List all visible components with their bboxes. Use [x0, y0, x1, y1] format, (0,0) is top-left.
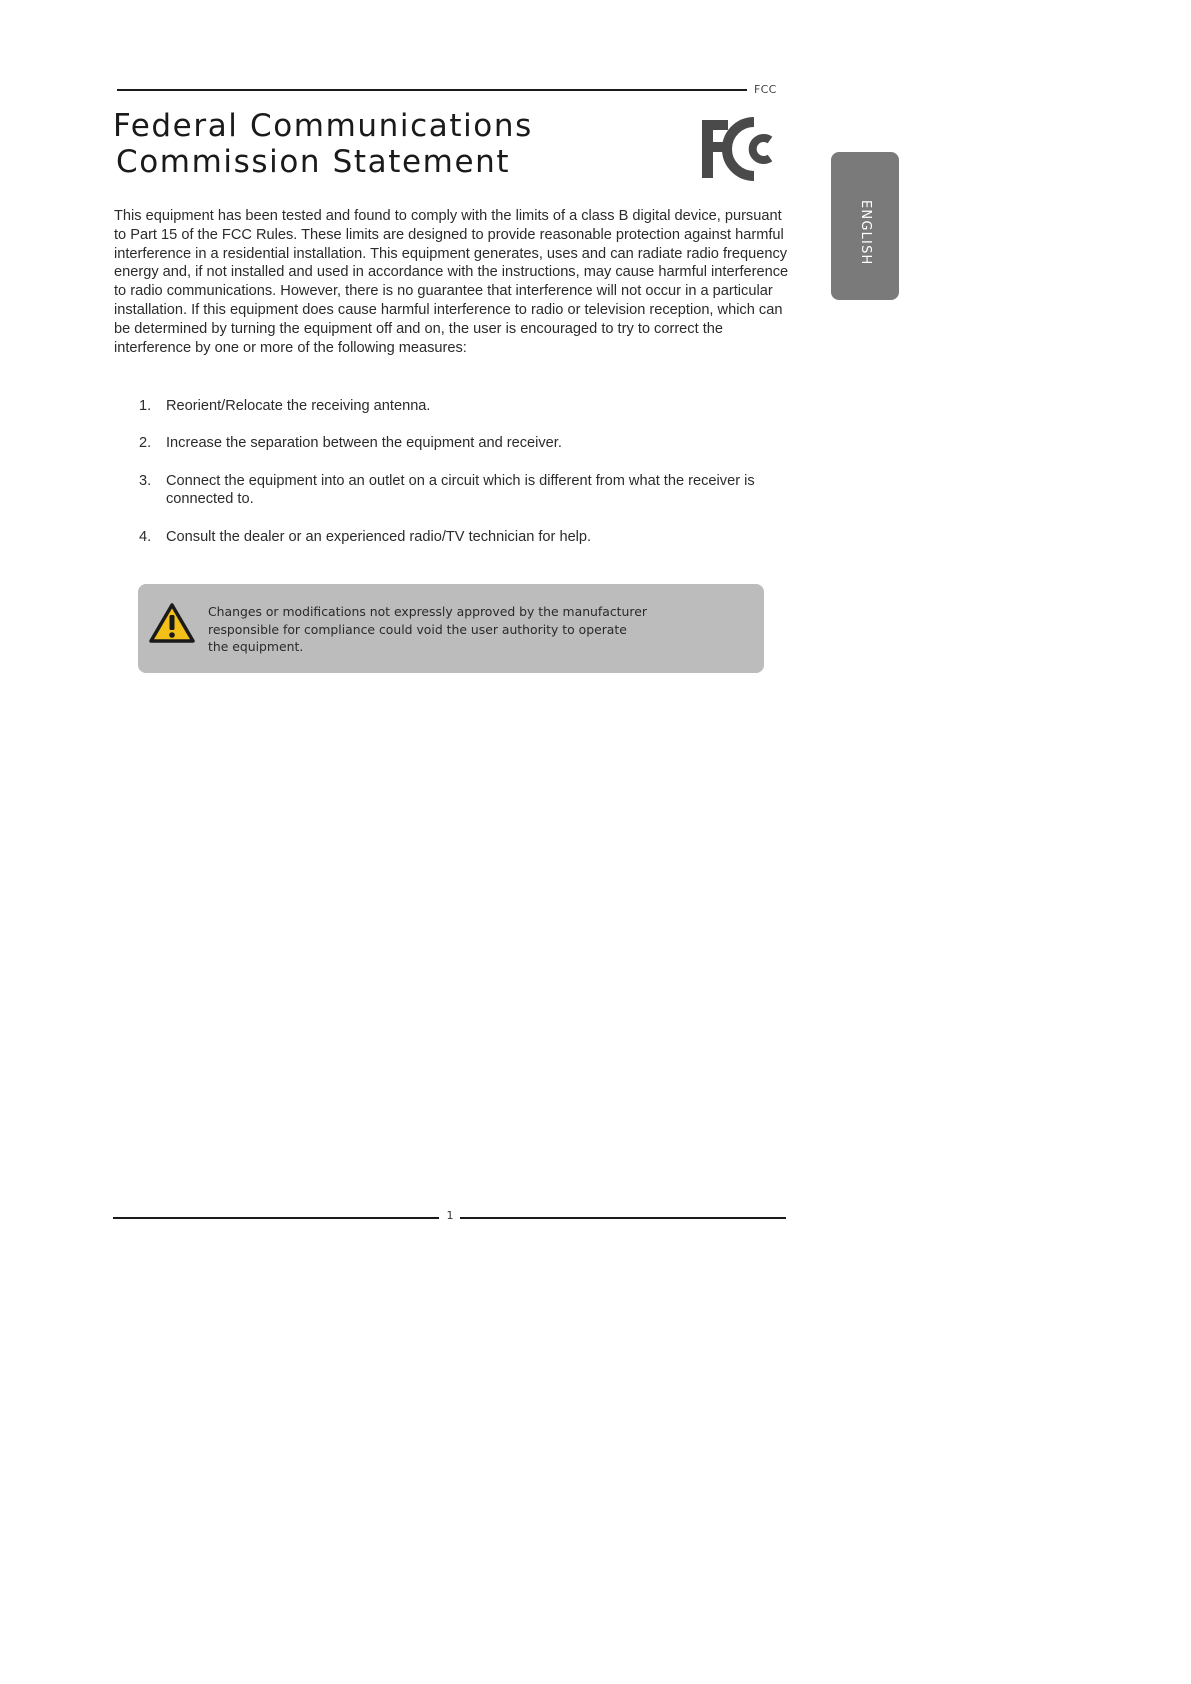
fcc-logo-icon	[700, 116, 784, 182]
page-title-line-2: Commission Statement	[116, 144, 511, 180]
list-item-text: Increase the separation between the equipment and receiver.	[166, 435, 562, 452]
footer-rule-left	[113, 1217, 439, 1219]
measures-list	[114, 397, 794, 565]
language-tab	[831, 152, 899, 300]
list-item-number: 1.	[139, 398, 152, 414]
list-item-text: Connect the equipment into an outlet on a circuit which is different from what the receiver is connected to.	[166, 472, 755, 508]
page-number: 1	[446, 1209, 454, 1222]
list-item-number: 3.	[139, 472, 152, 489]
warning-text: Changes or modifications not expressly approved by the manufacturer responsible for compliance could void the user authority to operate the equipment.	[208, 604, 647, 655]
header-rule	[117, 89, 747, 91]
list-item	[114, 397, 794, 416]
page-title	[113, 108, 533, 180]
list-item-number: 4.	[139, 528, 152, 545]
list-item-text: Reorient/Relocate the receiving antenna.	[166, 398, 431, 414]
warning-box	[138, 584, 764, 673]
section-label: FCC	[754, 83, 777, 96]
list-item	[114, 528, 794, 547]
warning-triangle-icon	[148, 602, 196, 644]
language-tab-label: ENGLISH	[858, 200, 873, 266]
list-item-number: 2.	[139, 435, 152, 452]
list-item	[114, 434, 794, 453]
page-title-line-1: Federal Communications	[113, 108, 533, 144]
list-item	[114, 472, 794, 510]
footer-rule-right	[460, 1217, 786, 1219]
intro-paragraph: This equipment has been tested and found to comply with the limits of a class B digital device, pursuant to Part 15 of the FCC Rules. These limits are designed to provide reasonable protection against harmful interference in a residential installation. This equipment generates, uses and can radiate radio frequency energy and, if not installed and used in accordance with the instructions, may cause harmful interference to radio communications. However, there is no guarantee that interference will not occur in a particular installation. If this equipment does cause harmful interference to radio or television reception, which can be determined by turning the equipment off and on, the user is encouraged to try to correct the interference by one or more of the following measures:	[114, 208, 789, 356]
list-item-text: Consult the dealer or an experienced radio/TV technician for help.	[166, 528, 592, 545]
